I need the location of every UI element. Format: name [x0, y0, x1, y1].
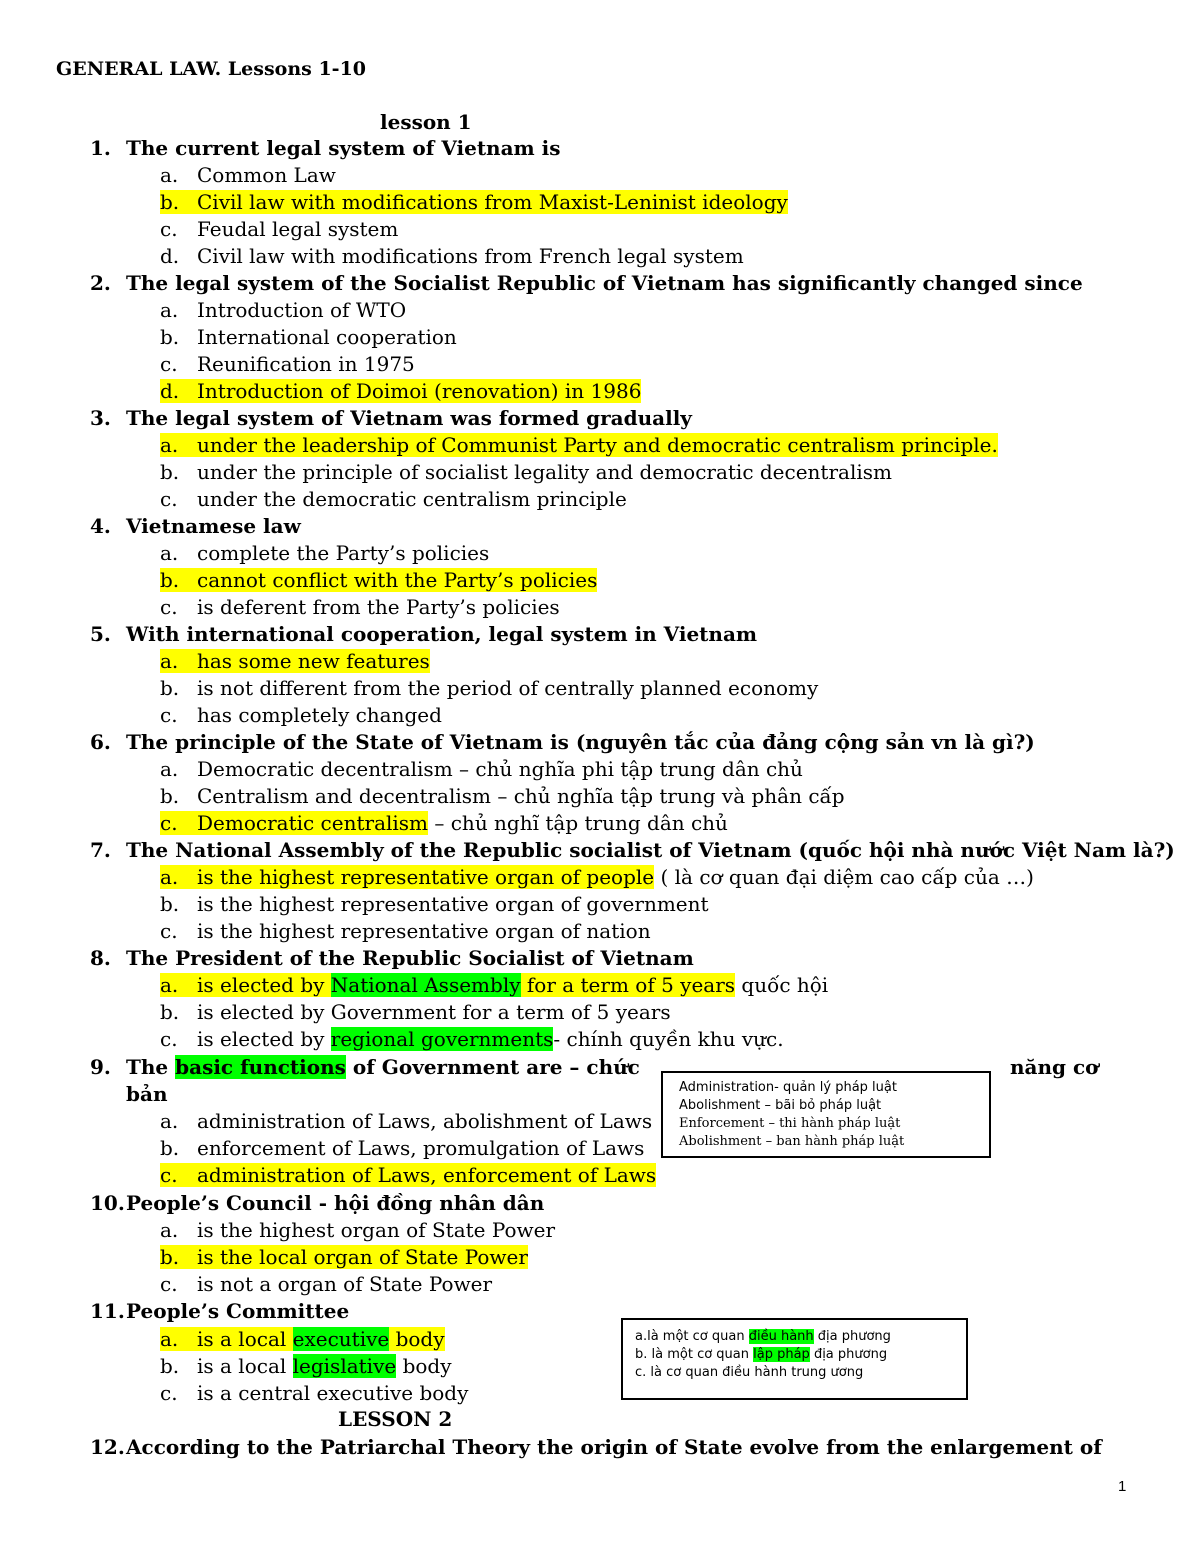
question-text: The legal system of Vietnam was formed gradually: [126, 406, 692, 430]
note-text: b. là một cơ quan: [635, 1347, 754, 1362]
q11-option-c: [160, 1380, 468, 1407]
option-text-highlighted: is the local organ of State Power: [197, 1245, 528, 1269]
option-text: is the highest representative organ of nation: [197, 919, 651, 943]
option-text-highlighted: Civil law with modifications from Maxist-Leninist ideology: [197, 190, 788, 214]
note-line: [635, 1328, 966, 1346]
option-letter: d.: [160, 379, 180, 403]
option-text: is not different from the period of centrally planned economy: [197, 676, 819, 700]
option-text: is the highest organ of State Power: [197, 1218, 556, 1242]
option-text: Common Law: [197, 163, 336, 187]
option-translation: - chính quyền khu vực.: [553, 1027, 784, 1051]
option-letter: c.: [160, 919, 178, 943]
q2-option-b: [160, 324, 457, 351]
option-text-highlighted: is the highest representative organ of people: [197, 865, 655, 889]
option-text: is a local: [197, 1354, 293, 1378]
option-text-green-highlight: regional governments: [330, 1027, 554, 1051]
option-text-highlighted: Introduction of Doimoi (renovation) in 1986: [197, 379, 642, 403]
q10-option-b: [160, 1244, 528, 1271]
question-10: [90, 1190, 544, 1217]
q4-option-b: [160, 567, 597, 594]
option-translation: quốc hội: [735, 973, 829, 997]
option-text-highlighted: cannot conflict with the Party’s policies: [197, 568, 598, 592]
q8-option-a: [160, 972, 828, 999]
option-letter: a.: [160, 865, 179, 889]
translation-note-box: [661, 1071, 991, 1158]
question-number: 6.: [90, 730, 111, 754]
q11-option-a: [160, 1326, 445, 1353]
q5-option-a: [160, 648, 430, 675]
question-number: 10.: [90, 1191, 125, 1215]
option-text-highlighted: is elected by: [197, 973, 331, 997]
question-12: [90, 1434, 1102, 1461]
question-text: Vietnamese law: [126, 514, 301, 538]
option-translation: ( là cơ quan đại diệm cao cấp của …): [654, 865, 1034, 889]
option-text: Feudal legal system: [197, 217, 399, 241]
question-4: [90, 513, 301, 540]
option-text: is elected by Government for a term of 5 years: [197, 1000, 671, 1024]
option-letter: b.: [160, 1245, 180, 1269]
option-text: body: [396, 1354, 452, 1378]
question-text: According to the Patriarchal Theory the origin of State evolve from the enlargement of: [126, 1435, 1102, 1459]
option-letter: b.: [160, 784, 180, 808]
question-9-tail: năng cơ: [1010, 1055, 1099, 1079]
q6-option-b: [160, 783, 845, 810]
question-1: [90, 135, 561, 162]
note-text-green-highlight: lập pháp: [753, 1347, 810, 1362]
option-letter: a.: [160, 163, 179, 187]
option-letter: c.: [160, 811, 178, 835]
option-text-highlighted: has some new features: [197, 649, 430, 673]
option-text: International cooperation: [197, 325, 457, 349]
q1-option-c: [160, 216, 398, 243]
option-text-highlighted: Democratic centralism: [197, 811, 429, 835]
option-letter: b.: [160, 1354, 180, 1378]
question-6: [90, 729, 1035, 756]
option-letter: c.: [160, 352, 178, 376]
option-letter: c.: [160, 217, 178, 241]
option-text-highlighted: body: [389, 1327, 445, 1351]
option-letter: a.: [160, 1109, 179, 1133]
q5-option-c: [160, 702, 442, 729]
option-text: under the principle of socialist legality and democratic decentralism: [197, 460, 892, 484]
q4-option-c: [160, 594, 560, 621]
option-text: Introduction of WTO: [197, 298, 407, 322]
option-letter: a.: [160, 541, 179, 565]
question-number: 5.: [90, 622, 111, 646]
option-letter: b.: [160, 568, 180, 592]
option-letter: b.: [160, 1000, 180, 1024]
question-11: [90, 1298, 349, 1325]
note-text-green-highlight: điều hành: [748, 1329, 814, 1344]
lesson-1-title: lesson 1: [380, 110, 472, 134]
q10-option-a: [160, 1217, 555, 1244]
question-9-line2: bản: [126, 1082, 168, 1106]
question-number: 8.: [90, 946, 111, 970]
question-number: 1.: [90, 136, 111, 160]
q6-option-c: [160, 810, 728, 837]
q1-option-a: [160, 162, 336, 189]
q7-option-a: [160, 864, 1034, 891]
option-text: is the highest representative organ of government: [197, 892, 709, 916]
option-letter: a.: [160, 1327, 179, 1351]
option-letter: b.: [160, 1136, 180, 1160]
option-letter: c.: [160, 1381, 178, 1405]
option-letter: a.: [160, 1218, 179, 1242]
option-letter: b.: [160, 892, 180, 916]
option-text-green-highlight: National Assembly: [330, 973, 521, 997]
question-text: The: [126, 1055, 176, 1079]
option-text-green-highlight: legislative: [292, 1354, 397, 1378]
question-text-green-highlight: basic functions: [175, 1055, 346, 1079]
option-letter: a.: [160, 433, 179, 457]
lesson-2-title: LESSON 2: [338, 1407, 453, 1431]
question-number: 9.: [90, 1055, 111, 1079]
option-letter: b.: [160, 460, 180, 484]
question-number: 3.: [90, 406, 111, 430]
q9-option-b: [160, 1135, 644, 1162]
option-text-highlighted: for a term of 5 years: [520, 973, 736, 997]
option-letter: c.: [160, 487, 178, 511]
question-2: [90, 270, 1083, 297]
option-letter: b.: [160, 676, 180, 700]
option-letter: d.: [160, 244, 180, 268]
note-text: địa phương: [813, 1329, 891, 1344]
note-text: a.là một cơ quan: [635, 1329, 749, 1344]
question-text: of Government are – chức: [345, 1055, 640, 1079]
question-number: 7.: [90, 838, 111, 862]
option-text-green-highlight: executive: [292, 1327, 390, 1351]
q8-option-c: [160, 1026, 784, 1053]
q2-option-c: [160, 351, 415, 378]
question-number: 12.: [90, 1435, 125, 1459]
note-line: Abolishment – bãi bỏ pháp luật: [679, 1098, 882, 1113]
option-letter: c.: [160, 1027, 178, 1051]
question-text: The National Assembly of the Republic socialist of Vietnam (quốc hội nhà nước Việt Nam là?): [126, 838, 1175, 862]
page-number: 1: [1118, 1478, 1127, 1495]
note-text: địa phương: [809, 1347, 888, 1362]
option-letter: a.: [160, 757, 179, 781]
note-line: Enforcement – thi hành pháp luật: [679, 1116, 901, 1131]
option-text: Democratic decentralism – chủ nghĩa phi tập trung dân chủ: [197, 757, 803, 781]
document-header: GENERAL LAW. Lessons 1-10: [56, 58, 367, 80]
question-text: The current legal system of Vietnam is: [126, 136, 561, 160]
q8-option-b: [160, 999, 671, 1026]
option-text: has completely changed: [197, 703, 442, 727]
q6-option-a: [160, 756, 803, 783]
q3-option-c: [160, 486, 627, 513]
question-text: The President of the Republic Socialist of Vietnam: [126, 946, 694, 970]
q1-option-d: [160, 243, 744, 270]
option-text-highlighted: is a local: [197, 1327, 293, 1351]
q7-option-c: [160, 918, 651, 945]
note-line: Administration- quản lý pháp luật: [679, 1080, 897, 1095]
option-letter: c.: [160, 595, 178, 619]
note-line: c. là cơ quan điều hành trung ương: [635, 1365, 864, 1380]
q1-option-b: [160, 189, 788, 216]
option-text: administration of Laws, abolishment of Laws: [197, 1109, 653, 1133]
question-text: People’s Committee: [126, 1299, 350, 1323]
option-letter: b.: [160, 190, 180, 214]
question-text: The principle of the State of Vietnam is (nguyên tắc của đảng cộng sản vn là gì?): [126, 730, 1035, 754]
q9-option-a: [160, 1108, 652, 1135]
option-text: is deferent from the Party’s policies: [197, 595, 560, 619]
option-translation: – chủ nghĩ tập trung dân chủ: [428, 811, 728, 835]
q4-option-a: [160, 540, 489, 567]
option-text: is not a organ of State Power: [197, 1272, 493, 1296]
option-letter: a.: [160, 298, 179, 322]
q2-option-d: [160, 378, 641, 405]
option-text-highlighted: administration of Laws, enforcement of Laws: [197, 1163, 657, 1187]
q7-option-b: [160, 891, 709, 918]
question-5: [90, 621, 757, 648]
question-3: [90, 405, 692, 432]
option-text: Civil law with modifications from French legal system: [197, 244, 744, 268]
q9-option-c: [160, 1162, 656, 1189]
option-letter: a.: [160, 973, 179, 997]
option-text: Centralism and decentralism – chủ nghĩa tập trung và phân cấp: [197, 784, 845, 808]
q2-option-a: [160, 297, 406, 324]
question-text: People’s Council - hội đồng nhân dân: [126, 1191, 545, 1215]
option-text: is a central executive body: [197, 1381, 469, 1405]
question-number: 11.: [90, 1299, 125, 1323]
question-text: The legal system of the Socialist Republic of Vietnam has significantly changed since: [126, 271, 1083, 295]
q11-option-b: [160, 1353, 452, 1380]
option-text: enforcement of Laws, promulgation of Laws: [197, 1136, 645, 1160]
q3-option-b: [160, 459, 892, 486]
option-text: is elected by: [197, 1027, 331, 1051]
translation-note-box-2: [621, 1318, 968, 1400]
option-letter: c.: [160, 1272, 178, 1296]
option-letter: a.: [160, 649, 179, 673]
question-number: 2.: [90, 271, 111, 295]
note-line: [635, 1346, 966, 1364]
q10-option-c: [160, 1271, 492, 1298]
q3-option-a: [160, 432, 998, 459]
question-8: [90, 945, 694, 972]
option-text: complete the Party’s policies: [197, 541, 490, 565]
q5-option-b: [160, 675, 818, 702]
option-text: Reunification in 1975: [197, 352, 415, 376]
option-letter: c.: [160, 703, 178, 727]
option-text-highlighted: under the leadership of Communist Party and democratic centralism principle.: [197, 433, 998, 457]
option-letter: b.: [160, 325, 180, 349]
option-text: under the democratic centralism principle: [197, 487, 627, 511]
question-7: [90, 837, 1175, 864]
option-letter: c.: [160, 1163, 178, 1187]
question-number: 4.: [90, 514, 111, 538]
note-line: Abolishment – ban hành pháp luật: [679, 1134, 905, 1149]
question-text: With international cooperation, legal system in Vietnam: [126, 622, 758, 646]
question-9: [90, 1054, 640, 1081]
